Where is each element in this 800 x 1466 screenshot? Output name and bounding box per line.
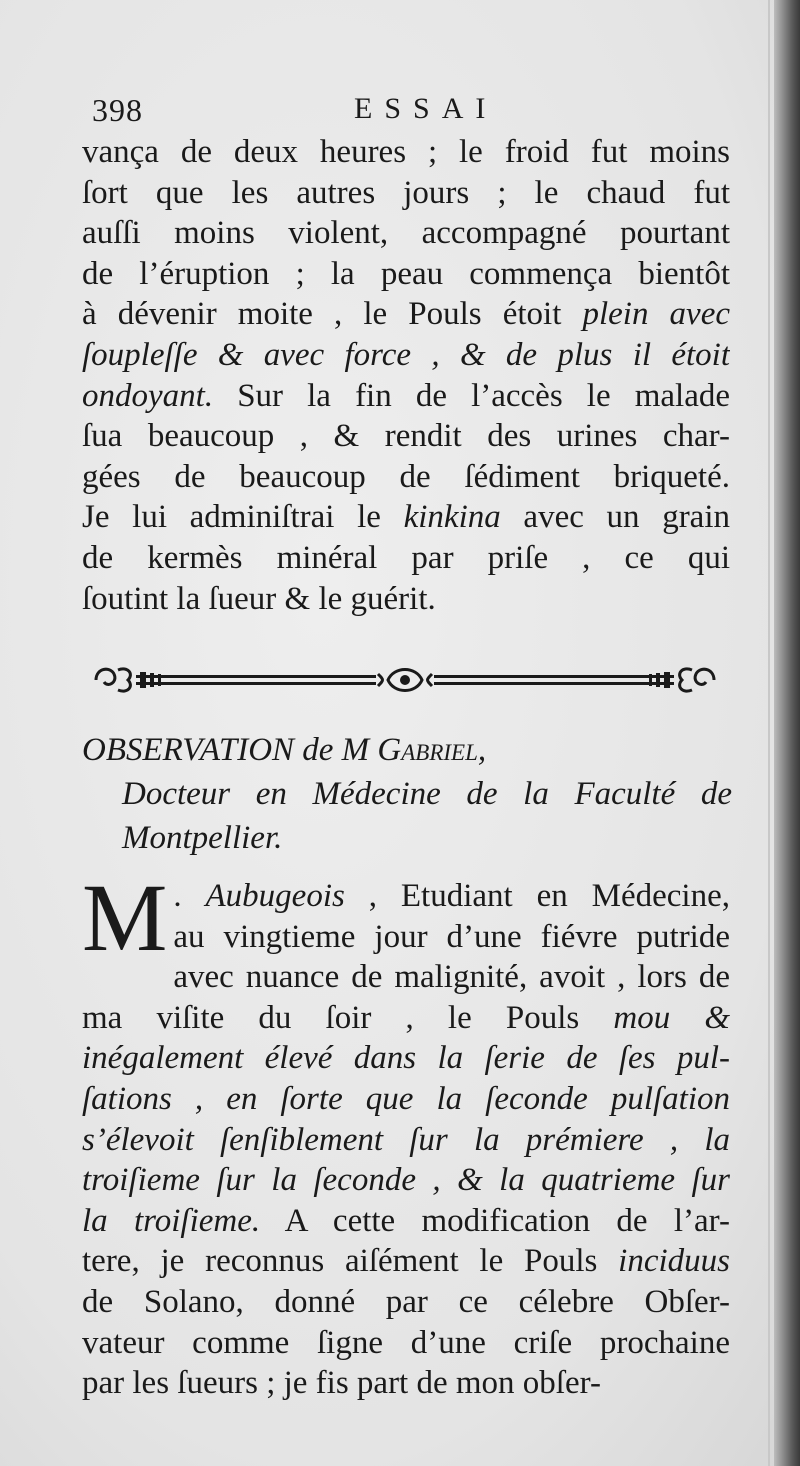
text-line <box>82 1241 730 1282</box>
text-line <box>82 132 730 173</box>
paragraph-continued <box>82 132 730 619</box>
italic-text: inciduus <box>618 1243 730 1280</box>
text-line <box>82 579 730 620</box>
text-line <box>82 1323 730 1364</box>
page-edge-line <box>768 0 770 1466</box>
running-title: ESSAI <box>354 92 498 125</box>
italic-text: la troiſieme. <box>82 1202 261 1239</box>
observation-heading-comma: , <box>477 732 487 768</box>
text-segment: , Etudiant en Médecine, <box>344 878 730 914</box>
observation-heading-line-1 <box>82 728 732 772</box>
text-line <box>82 497 730 538</box>
text-line <box>82 998 730 1039</box>
text-line <box>82 457 730 498</box>
italic-text: mou & <box>613 999 730 1036</box>
text-segment: vateur comme ſigne d’une criſe prochaine <box>82 1324 730 1361</box>
text-segment: avec un grain <box>500 499 730 536</box>
text-line <box>82 1201 730 1242</box>
text-line <box>82 1363 730 1404</box>
text-segment: de l’éruption ; la peau commença bientôt <box>82 255 730 292</box>
text-segment: Je lui adminiſtrai le <box>82 499 404 536</box>
drop-cap: M <box>82 864 168 971</box>
text-line <box>82 376 730 417</box>
observation-paragraph <box>82 864 730 1404</box>
observation-heading-line-3: Montpellier. <box>122 820 283 856</box>
text-line <box>82 254 730 295</box>
text-segment: de kermès minéral par priſe , ce qui <box>82 539 730 576</box>
text-segment: de Solano, donné par ce célebre Obſer- <box>82 1283 730 1320</box>
text-segment: tere, je reconnus aiſément le Pouls <box>82 1243 619 1280</box>
italic-text: ſoupleſſe & avec force , & de plus il étoit <box>82 336 730 373</box>
observation-author-name: Gabriel <box>377 732 478 768</box>
text-segment: auſſi moins violent, accompagné pourtant <box>82 215 730 252</box>
text-line <box>82 1038 730 1079</box>
text-segment: ſoutint la ſueur & le guérit. <box>82 580 436 617</box>
text-line <box>82 1160 730 1201</box>
italic-text: Aubugeois <box>205 878 345 914</box>
text-segment: vança de deux heures ; le froid fut moins <box>82 134 730 170</box>
italic-text: ondoyant. <box>82 377 214 414</box>
text-segment: A cette modification de l’ar- <box>260 1202 730 1239</box>
observation-paragraph-lines <box>82 864 730 1404</box>
text-segment: ſua beaucoup , & rendit des urines char- <box>82 418 730 455</box>
ornamental-divider <box>88 660 722 700</box>
text-line <box>82 173 730 214</box>
italic-text: troiſieme ſur la ſeconde , & la quatrieme ſur <box>82 1162 730 1199</box>
observation-heading-line-2: Docteur en Médecine de la Faculté de <box>122 776 732 812</box>
text-line <box>173 876 730 917</box>
observation-heading-main: OBSERVATION de M <box>82 732 378 768</box>
text-segment: ma viſite du ſoir , le Pouls <box>82 999 614 1036</box>
text-line <box>173 957 730 998</box>
text-line <box>82 416 730 457</box>
observation-heading <box>82 728 732 860</box>
text-line <box>82 1079 730 1120</box>
text-line <box>173 917 730 958</box>
text-segment: à dévenir moite , le Pouls étoit <box>82 296 583 333</box>
text-line <box>82 1282 730 1323</box>
text-line <box>82 1120 730 1161</box>
italic-text: plein avec <box>582 296 730 333</box>
text-line <box>82 294 730 335</box>
text-segment: . <box>173 878 206 914</box>
text-segment: avec nuance de malignité, avoit , lors de <box>173 959 730 996</box>
italic-text: inégalement élevé dans la ſerie de ſes pul- <box>82 1040 730 1077</box>
italic-text: ſations , en ſorte que la ſeconde pulſation <box>82 1080 730 1117</box>
italic-text: kinkina <box>403 499 501 536</box>
text-line <box>82 213 730 254</box>
text-line <box>82 538 730 579</box>
page-header <box>92 92 732 132</box>
text-segment: Sur la fin de l’accès le malade <box>213 377 730 414</box>
text-line <box>82 335 730 376</box>
book-gutter-shadow <box>774 0 800 1466</box>
text-segment: au vingtieme jour d’une fiévre putride <box>173 918 730 955</box>
text-segment: ſort que les autres jours ; le chaud fut <box>82 174 730 211</box>
text-segment: par les ſueurs ; je fis part de mon obſer- <box>82 1365 601 1402</box>
page-number: 398 <box>92 92 143 128</box>
text-segment: gées de beaucoup de ſédiment briqueté. <box>82 458 730 495</box>
italic-text: s’élevoit ſenſiblement ſur la prémiere , la <box>82 1121 730 1158</box>
